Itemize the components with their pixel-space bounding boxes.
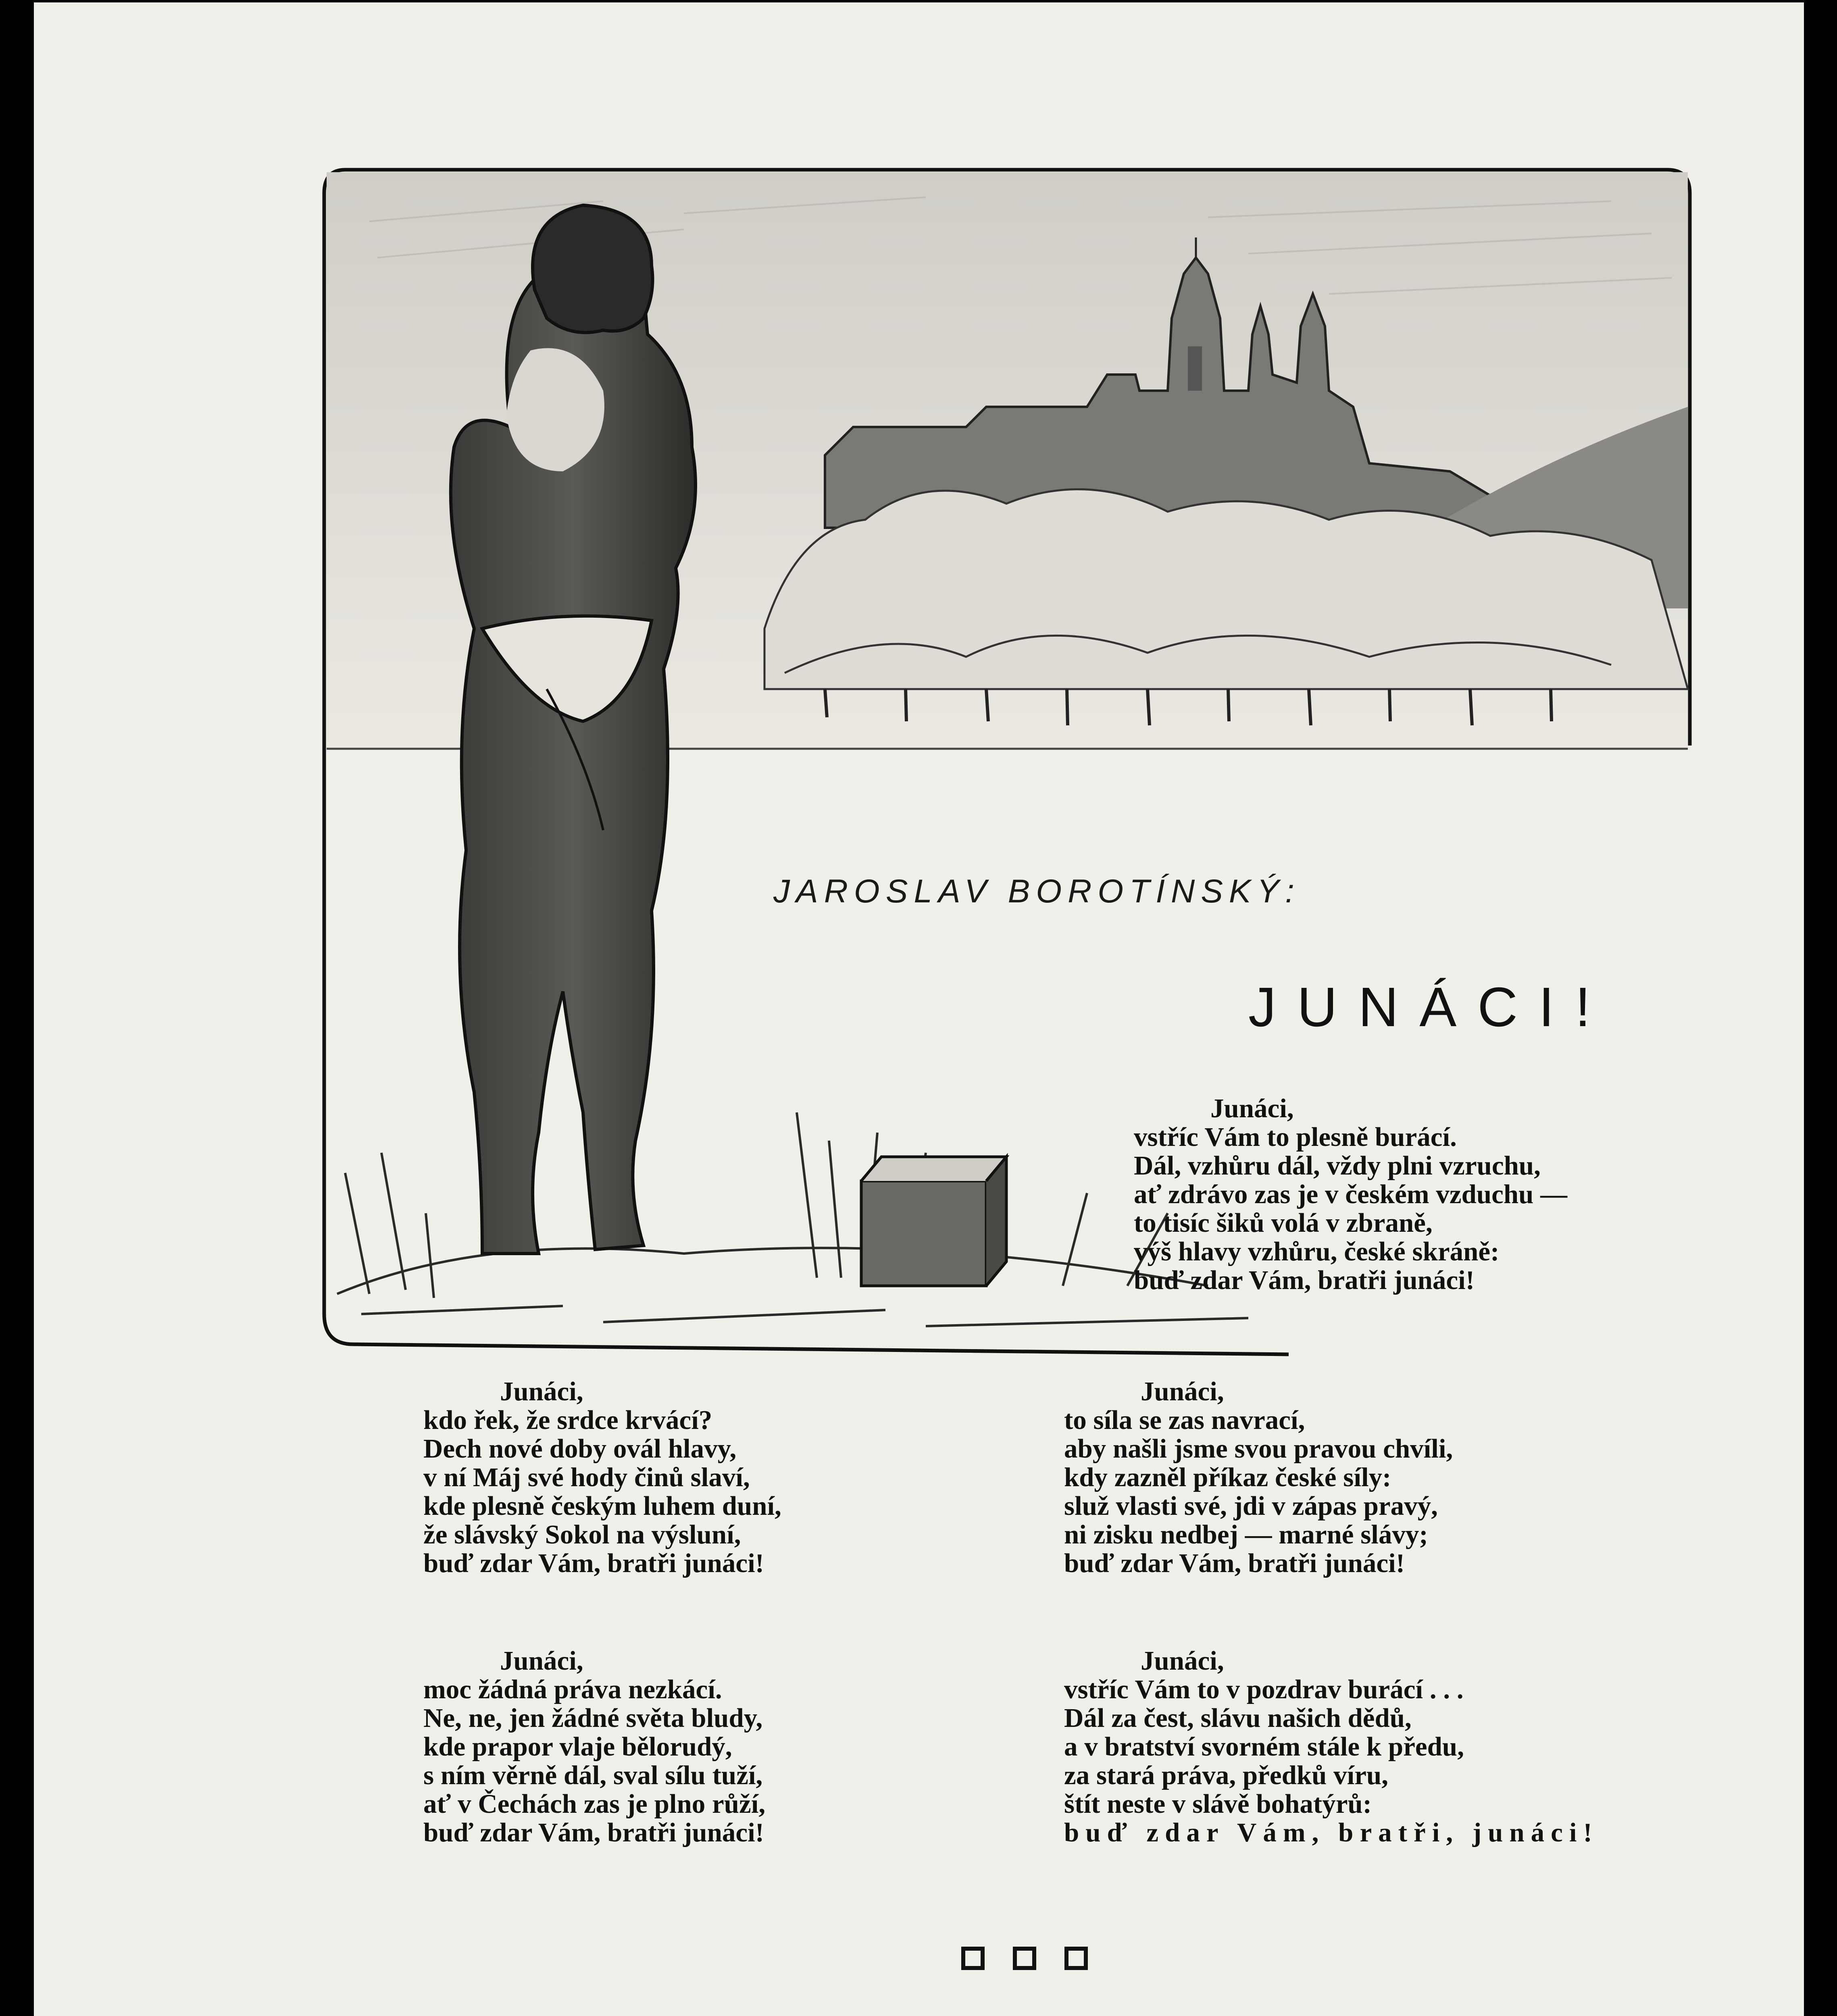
stanza-line: s ním věrně dál, sval sílu tuží, — [423, 1760, 763, 1790]
grass-icon — [337, 1112, 1248, 1326]
stanza-right-2 — [1064, 1647, 1599, 1847]
square-icon — [1013, 1947, 1036, 1970]
stanza-line: buď zdar Vám, bratři junáci! — [423, 1548, 764, 1578]
square-icon — [1064, 1947, 1088, 1970]
square-icon — [961, 1947, 985, 1970]
stanza-line: Junáci, — [1141, 1377, 1224, 1406]
stanza-line: výš hlavy vzhůru, české skráně: — [1134, 1237, 1500, 1266]
stanza-line: ať zdrávo zas je v českém vzduchu — — [1134, 1179, 1568, 1209]
stanza-line: Dech nové doby ovál hlavy, — [423, 1434, 737, 1464]
stanza-line: aby našli jsme svou pravou chvíli, — [1064, 1434, 1453, 1464]
stanza-line: ať v Čechách zas je plno růží, — [423, 1789, 766, 1819]
stanza-line: kdo řek, že srdce krvácí? — [423, 1405, 712, 1435]
stanza-line: a v bratství svorném stále k předu, — [1064, 1732, 1464, 1762]
stanza-line: kde prapor vlaje bělorudý, — [423, 1732, 732, 1762]
poem-title: JUNÁCI! — [1248, 976, 1612, 1038]
stanza-line: Junáci, — [500, 1646, 583, 1676]
stanza-line: Junáci, — [1141, 1646, 1224, 1676]
stanza-line: vstříc Vám to v pozdrav burácí . . . — [1064, 1674, 1464, 1704]
stanza-line: Junáci, — [500, 1377, 583, 1406]
page — [34, 2, 1804, 2016]
stanza-line: kde plesně českým luhem duní, — [423, 1491, 781, 1521]
stanza-line: kdy zazněl příkaz české síly: — [1064, 1462, 1391, 1492]
stanza-line: za stará práva, předků víru, — [1064, 1760, 1388, 1790]
stanza-line: buď zdar Vám, bratři junáci! — [423, 1818, 764, 1847]
stanza-line: Dál, vzhůru dál, vždy plni vzruchu, — [1134, 1151, 1541, 1181]
stanza-line: to tisíc šiků volá v zbraně, — [1134, 1208, 1433, 1238]
stanza-line: v ní Máj své hody činů slaví, — [423, 1462, 750, 1492]
author-name: JAROSLAV BOROTÍNSKÝ: — [773, 873, 1301, 910]
stanza-left-2 — [423, 1647, 765, 1847]
stanza-line: buď zdar Vám, bratři junáci! — [1064, 1548, 1405, 1578]
stanza-top — [1134, 1094, 1567, 1295]
stanza-line: služ vlasti své, jdi v zápas pravý, — [1064, 1491, 1438, 1521]
stone-block-icon — [861, 1157, 1006, 1286]
ornament-squares — [961, 1947, 1116, 1972]
stanza-line: vstříc Vám to plesně burácí. — [1134, 1122, 1457, 1152]
stanza-line: ni zisku nedbej — marné slávy; — [1064, 1520, 1428, 1549]
stanza-line: buď zdar Vám, bratři junáci! — [1134, 1265, 1475, 1295]
stanza-line: že slávský Sokol na výsluní, — [423, 1520, 741, 1549]
stanza-line: moc žádná práva nezkácí. — [423, 1674, 722, 1704]
stanza-line: Ne, ne, jen žádné světa bludy, — [423, 1703, 763, 1733]
stanza-right-1 — [1064, 1377, 1453, 1578]
stanza-line: štít neste v slávě bohatýrů: — [1064, 1789, 1372, 1819]
stanza-left-1 — [423, 1377, 781, 1578]
stanza-line: buď zdar Vám, bratři, junáci! — [1064, 1818, 1599, 1847]
stanza-line: Junáci, — [1210, 1093, 1294, 1123]
stanza-line: to síla se zas navrací, — [1064, 1405, 1305, 1435]
stanza-line: Dál za čest, slávu našich dědů, — [1064, 1703, 1412, 1733]
